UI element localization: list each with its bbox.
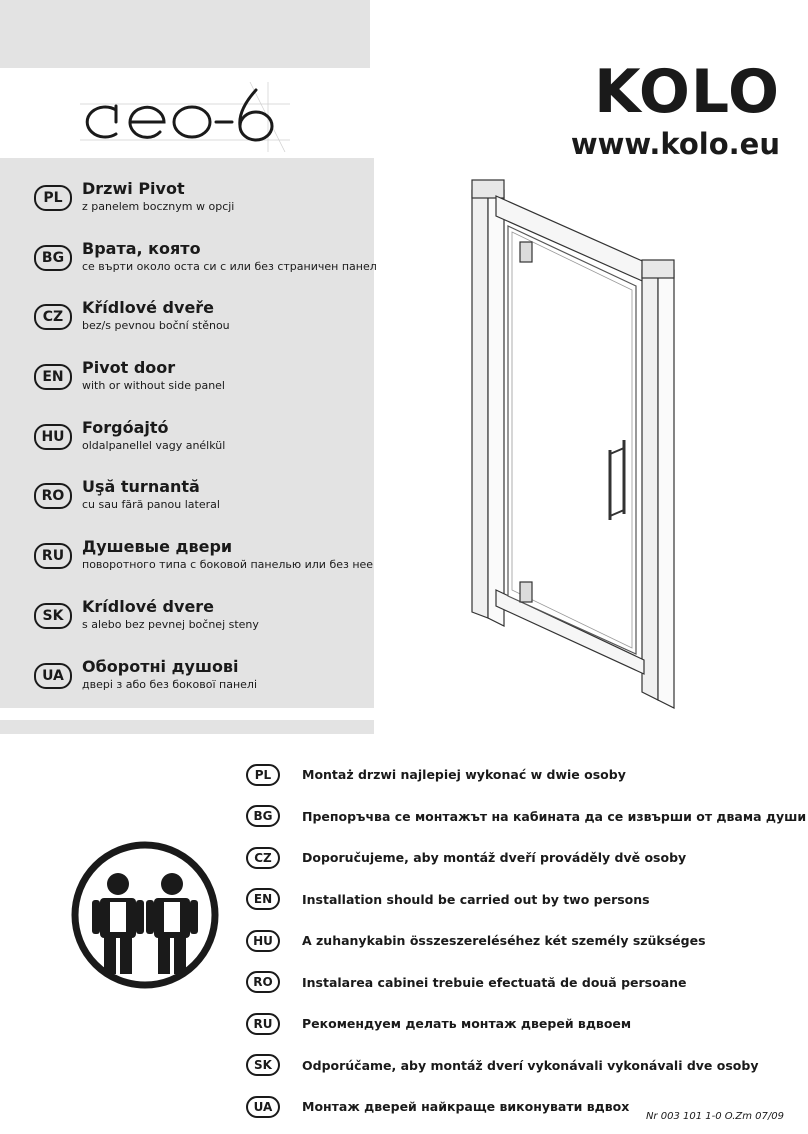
brand-name: KOLO [594,57,780,127]
lang-badge-bg: BG [246,805,280,827]
divider-band [0,720,374,734]
title-row-ro [34,476,374,536]
lang-badge-ru: RU [246,1013,280,1035]
title-sub: двері з або без бокової панелі [82,677,258,691]
instruction-row-en [246,879,786,921]
title-row-sk [34,596,374,656]
title-sub: with or without side panel [82,379,225,393]
title-row-ru [34,536,374,596]
title-row-ua [34,656,374,716]
lang-badge-sk: SK [34,603,72,629]
title-list [34,178,377,715]
instruction-text: Препоръчва се монтажът на кабината да се извърши от двама души [302,808,807,824]
instruction-row-ru [246,1003,786,1045]
lang-badge-cz: CZ [246,847,280,869]
instruction-text: Montaż drzwi najlepiej wykonać w dwie osoby [302,767,626,783]
instruction-text: Instalarea cabinei trebuie efectuată de două persoane [302,974,687,990]
title-main: Pivot door [82,358,176,378]
lang-badge-ua: UA [34,663,72,689]
lang-badge-ro: RO [34,483,72,509]
title-row-hu [34,417,374,477]
title-sub: oldalpanellel vagy anélkül [82,438,226,452]
product-logo [80,82,290,152]
title-sub: се върти около оста си с или без страничен панел [82,259,377,273]
instruction-text: A zuhanykabin összeszereléséhez két személy szükséges [302,933,706,949]
lang-badge-ro: RO [246,971,280,993]
title-sub: поворотного типа с боковой панелью или без нее [82,558,374,572]
title-row-en [34,357,374,417]
title-sub: bez/s pevnou boční stěnou [82,319,230,333]
brand-block [570,57,780,162]
title-main: Forgóajtó [82,417,169,437]
lang-badge-hu: HU [34,424,72,450]
title-sub: s alebo bez pevnej bočnej steny [82,617,259,631]
title-row-cz [34,297,374,357]
instruction-text: Рекомендуем делать монтаж дверей вдвоем [302,1016,632,1032]
instruction-row-pl [246,754,786,796]
title-main: Uşă turnantă [82,477,200,497]
lang-badge-en: EN [34,364,72,390]
instruction-row-sk [246,1045,786,1087]
lang-badge-pl: PL [246,764,280,786]
instruction-row-hu [246,920,786,962]
title-sub: z panelem bocznym w opcji [82,200,235,213]
lang-badge-ua: UA [246,1096,280,1118]
lang-badge-ru: RU [34,543,72,569]
title-sub: cu sau fără panou lateral [82,498,220,512]
title-main: Врата, която [82,238,201,258]
lang-badge-pl: PL [34,185,72,211]
instruction-text: Doporučujeme, aby montáž dveří prováděly dvě osoby [302,850,687,866]
instruction-text: Odporúčame, aby montáž dverí vykonávali vykonávali dve osoby [302,1057,759,1073]
title-main: Krídlové dvere [82,596,215,616]
instruction-row-cz [246,837,786,879]
lang-badge-bg: BG [34,245,72,271]
instruction-row-ro [246,962,786,1004]
instruction-list [246,754,807,1128]
title-main: Drzwi Pivot [82,179,185,198]
two-persons-icon [70,840,220,990]
title-main: Душевые двери [82,537,233,557]
header-band [0,0,370,68]
instruction-text: Installation should be carried out by two persons [302,891,650,907]
instruction-row-bg [246,796,807,838]
document-number: Nr 003 101 1-0 O.Zm 07/09 [645,1111,784,1122]
title-row-pl [34,178,374,238]
pivot-door-illustration [460,170,690,710]
title-row-bg [34,238,377,298]
lang-badge-en: EN [246,888,280,910]
title-main: Křídlové dveře [82,298,215,318]
lang-badge-sk: SK [246,1054,280,1076]
title-main: Оборотні душові [82,656,239,676]
lang-badge-cz: CZ [34,304,72,330]
brand-url: www.kolo.eu [570,127,780,161]
lang-badge-hu: HU [246,930,280,952]
instruction-text: Монтаж дверей найкраще виконувати вдвох [302,1099,630,1115]
